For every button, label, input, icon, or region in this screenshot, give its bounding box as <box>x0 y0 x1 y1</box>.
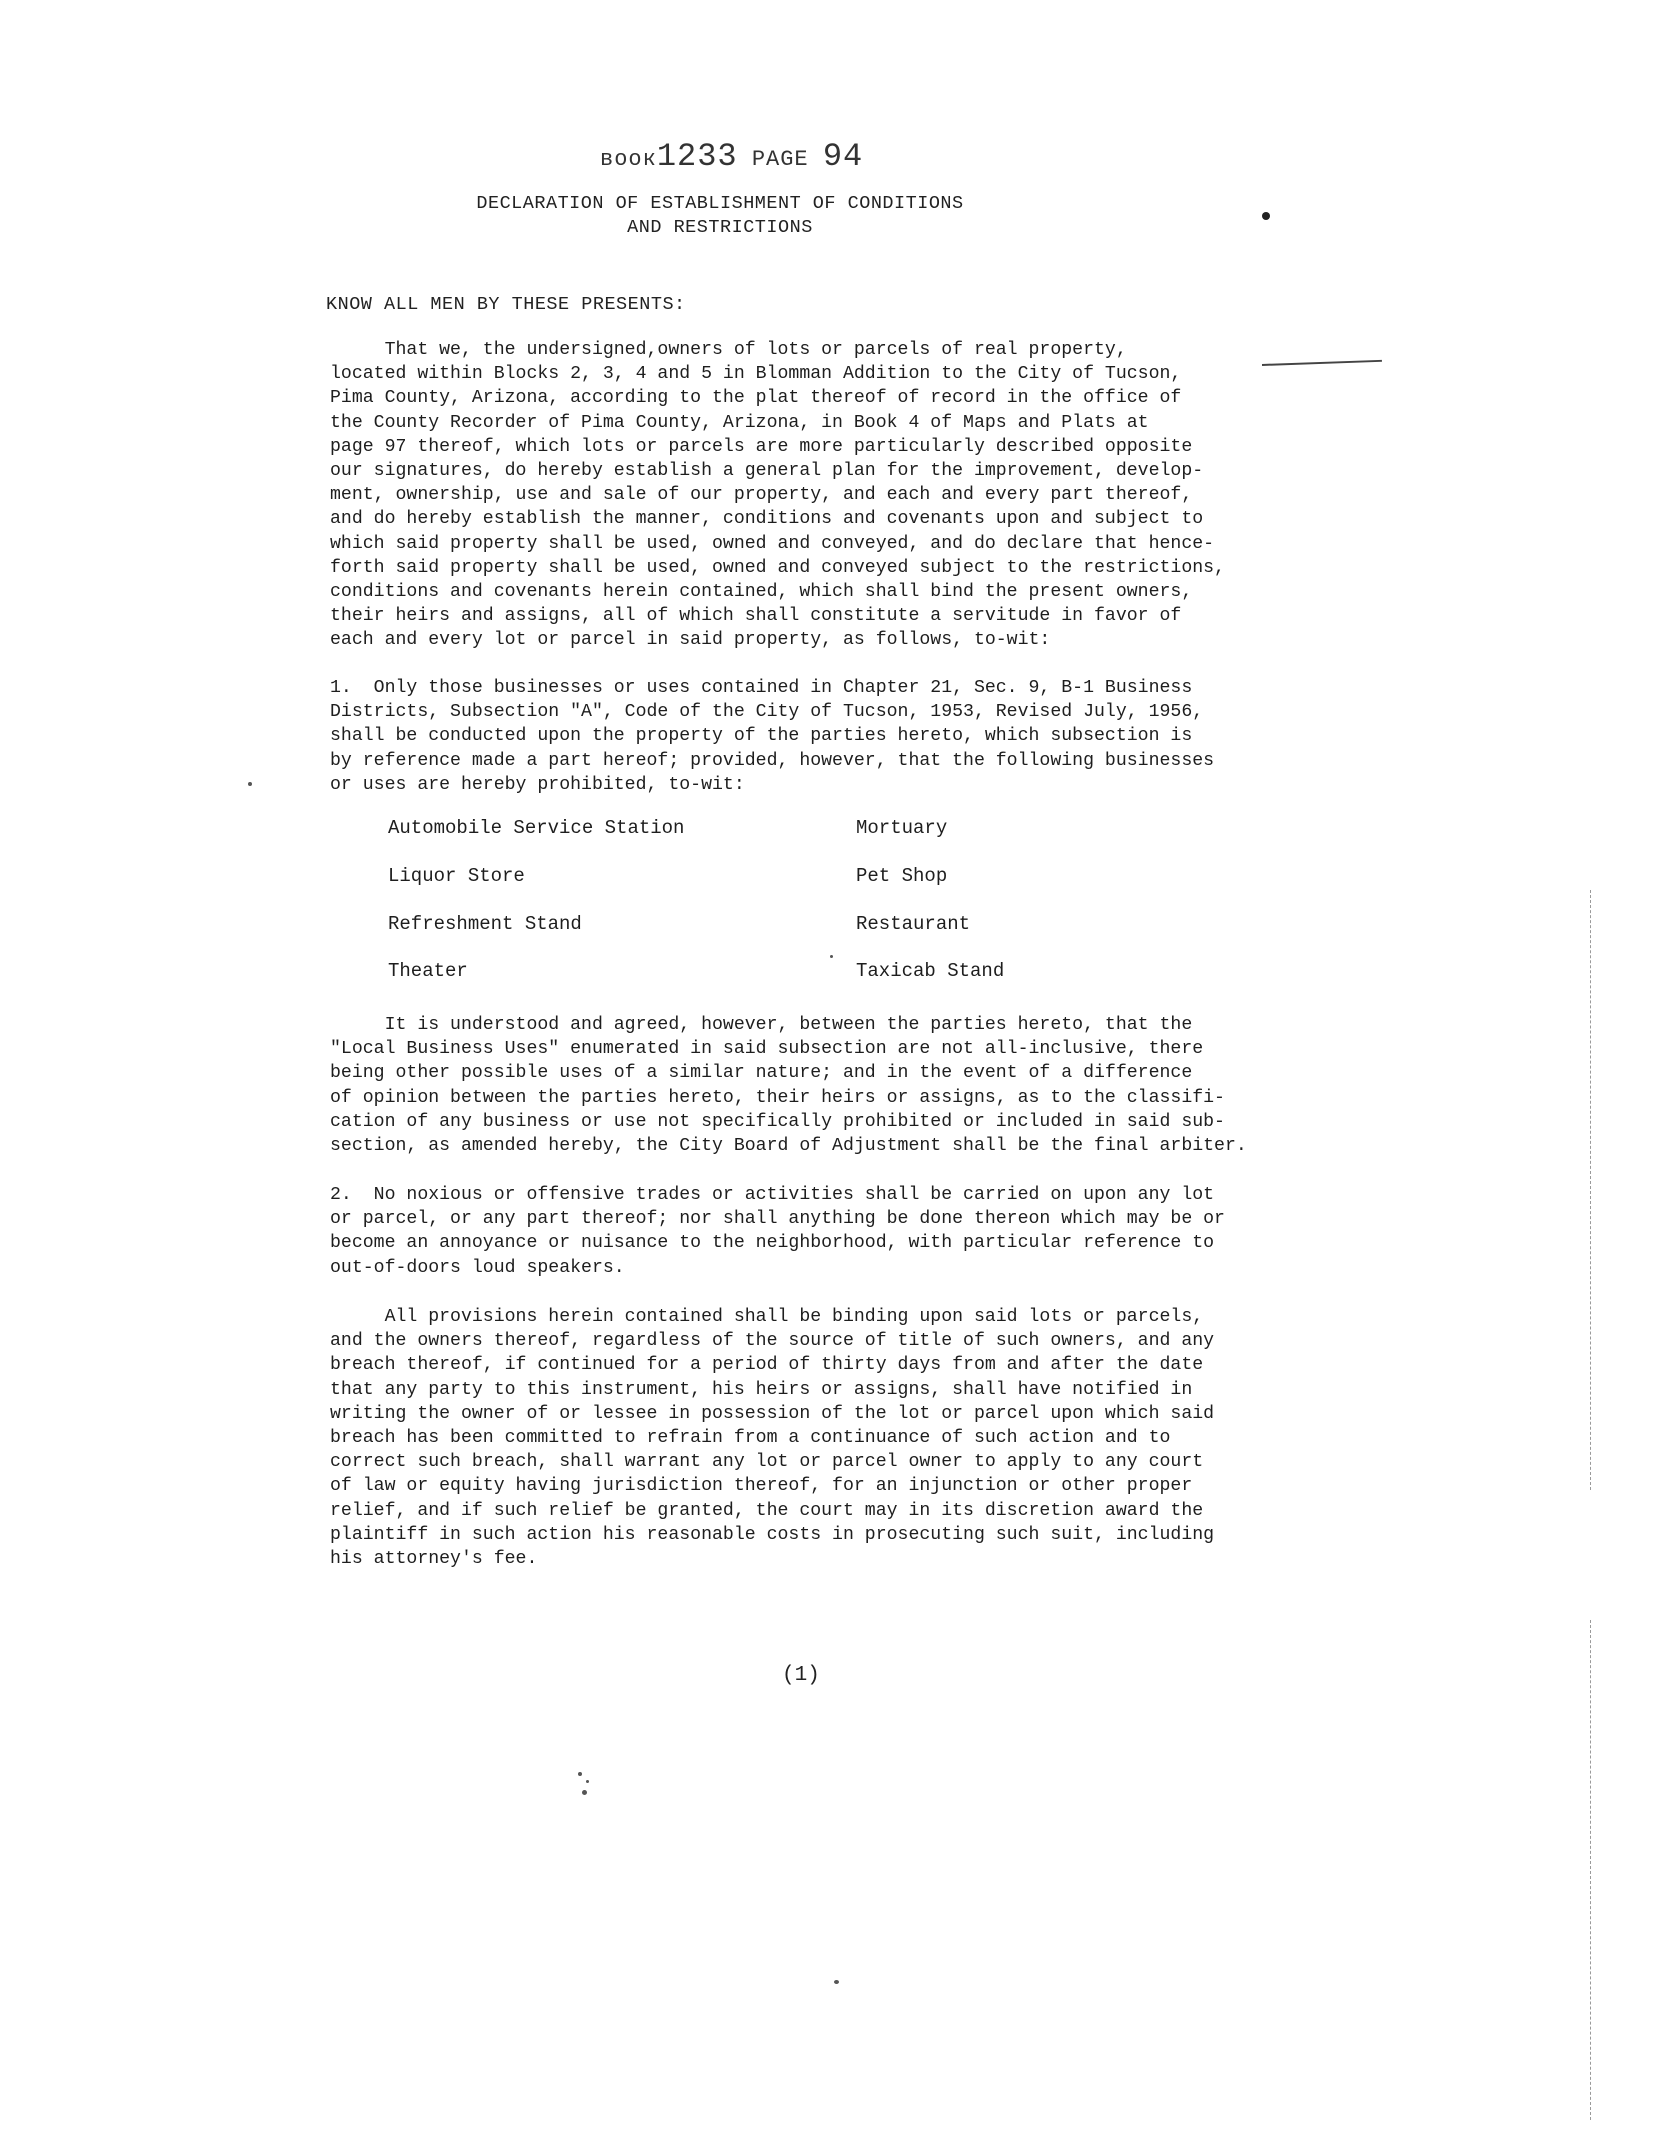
margin-pen-stroke <box>1262 360 1382 366</box>
text-line: their heirs and assigns, all of which shall constitute a servitude in favor of <box>330 606 1182 627</box>
text-line: relief, and if such relief be granted, the court may in its discretion award the <box>330 1500 1204 1521</box>
scan-speck <box>578 1772 582 1776</box>
text-line: each and every lot or parcel in said property, as follows, to-wit: <box>330 630 1051 651</box>
page-number-stamp: 94 <box>822 138 864 175</box>
text-line: by reference made a part hereof; provided, however, that the following businesses <box>330 750 1215 771</box>
scan-speck <box>582 1790 587 1795</box>
text-line: forth said property shall be used, owned and conveyed subject to the restrictions, <box>330 557 1225 578</box>
text-line: that any party to this instrument, his heirs or assigns, shall have notified in <box>330 1379 1193 1400</box>
text-line: of opinion between the parties hereto, their heirs or assigns, as to the classifi- <box>330 1087 1225 1108</box>
text-line: plaintiff in such action his reasonable costs in prosecuting such suit, including <box>330 1524 1215 1545</box>
text-line: writing the owner of or lessee in possession of the lot or parcel upon which said <box>330 1403 1215 1424</box>
prohibited-use-left-3: Refreshment Stand <box>388 913 582 935</box>
provisions-paragraph <box>330 1305 1214 1571</box>
book-label: воок <box>600 147 657 172</box>
text-line: the County Recorder of Pima County, Arizona, in Book 4 of Maps and Plats at <box>330 412 1149 433</box>
scan-speck <box>830 955 833 958</box>
document-title <box>400 192 1040 240</box>
section-2-paragraph <box>330 1183 1225 1280</box>
text-line: It is understood and agreed, however, between the parties hereto, that the <box>330 1015 1193 1035</box>
text-line: breach has been committed to refrain from a continuance of such action and to <box>330 1428 1171 1449</box>
book-number: 1233 <box>656 138 738 175</box>
text-line: breach thereof, if continued for a period of thirty days from and after the date <box>330 1355 1204 1376</box>
text-line: become an annoyance or nuisance to the neighborhood, with particular reference to <box>330 1233 1215 1254</box>
text-line: his attorney's fee. <box>330 1549 538 1570</box>
text-line: correct such breach, shall warrant any lot or parcel owner to apply to any court <box>330 1452 1204 1473</box>
text-line: cation of any business or use not specifically prohibited or included in said sub- <box>330 1111 1225 1132</box>
text-line: conditions and covenants herein contained, which shall bind the present owners, <box>330 582 1193 603</box>
prohibited-use-left-1: Automobile Service Station <box>388 817 685 839</box>
scan-margin-line <box>1590 1620 1591 2120</box>
text-line: our signatures, do hereby establish a general plan for the improvement, develop- <box>330 461 1204 482</box>
text-line: shall be conducted upon the property of the parties hereto, which subsection is <box>330 726 1193 747</box>
text-line: or uses are hereby prohibited, to-wit: <box>330 774 745 795</box>
text-line: "Local Business Uses" enumerated in said subsection are not all-inclusive, there <box>330 1039 1204 1060</box>
text-line: or parcel, or any part thereof; nor shall anything be done thereon which may be or <box>330 1209 1225 1230</box>
prohibited-use-right-3: Restaurant <box>856 913 971 935</box>
prohibited-use-right-2: Pet Shop <box>856 865 948 887</box>
page-label: PAGE <box>751 147 809 172</box>
text-line: All provisions herein contained shall be binding upon said lots or parcels, <box>330 1307 1204 1327</box>
text-line: out-of-doors loud speakers. <box>330 1257 625 1278</box>
scan-margin-line <box>1590 890 1591 1490</box>
text-line: Districts, Subsection "A", Code of the City of Tucson, 1953, Revised July, 1956, <box>330 702 1204 723</box>
prohibited-use-right-1: Mortuary <box>856 817 948 839</box>
title-line-1: DECLARATION OF ESTABLISHMENT OF CONDITIONS <box>476 193 964 214</box>
book-page-stamp <box>600 138 900 175</box>
page-number: (1) <box>782 1664 820 1687</box>
text-line: 1. Only those businesses or uses contained in Chapter 21, Sec. 9, B-1 Business <box>330 678 1193 698</box>
text-line: located within Blocks 2, 3, 4 and 5 in Blomman Addition to the City of Tucson, <box>330 364 1182 385</box>
title-line-2: AND RESTRICTIONS <box>627 217 813 238</box>
text-line: Pima County, Arizona, according to the plat thereof of record in the office of <box>330 388 1182 409</box>
text-line: and the owners thereof, regardless of the source of title of such owners, and any <box>330 1331 1215 1352</box>
section-1-paragraph <box>330 676 1214 797</box>
scan-speck <box>834 1980 839 1984</box>
prohibited-use-right-4: Taxicab Stand <box>856 960 1005 982</box>
text-line: and do hereby establish the manner, conditions and covenants upon and subject to <box>330 509 1204 530</box>
salutation: KNOW ALL MEN BY THESE PRESENTS: <box>326 294 686 315</box>
text-line: section, as amended hereby, the City Board of Adjustment shall be the final arbiter. <box>330 1136 1247 1157</box>
intro-paragraph <box>330 338 1225 653</box>
text-line: of law or equity having jurisdiction thereof, for an injunction or other proper <box>330 1476 1193 1497</box>
text-line: ment, ownership, use and sale of our property, and each and every part thereof, <box>330 485 1193 506</box>
understood-paragraph <box>330 1013 1247 1158</box>
text-line: That we, the undersigned,owners of lots or parcels of real property, <box>330 340 1127 360</box>
text-line: being other possible uses of a similar nature; and in the event of a difference <box>330 1063 1193 1084</box>
text-line: 2. No noxious or offensive trades or activities shall be carried on upon any lot <box>330 1185 1215 1205</box>
scan-speck <box>586 1780 589 1783</box>
ink-dot-mark <box>1262 212 1270 220</box>
scan-speck <box>248 782 252 786</box>
text-line: page 97 thereof, which lots or parcels are more particularly described opposite <box>330 436 1193 457</box>
text-line: which said property shall be used, owned and conveyed, and do declare that hence- <box>330 533 1215 554</box>
prohibited-use-left-2: Liquor Store <box>388 865 525 887</box>
prohibited-use-left-4: Theater <box>388 960 468 982</box>
